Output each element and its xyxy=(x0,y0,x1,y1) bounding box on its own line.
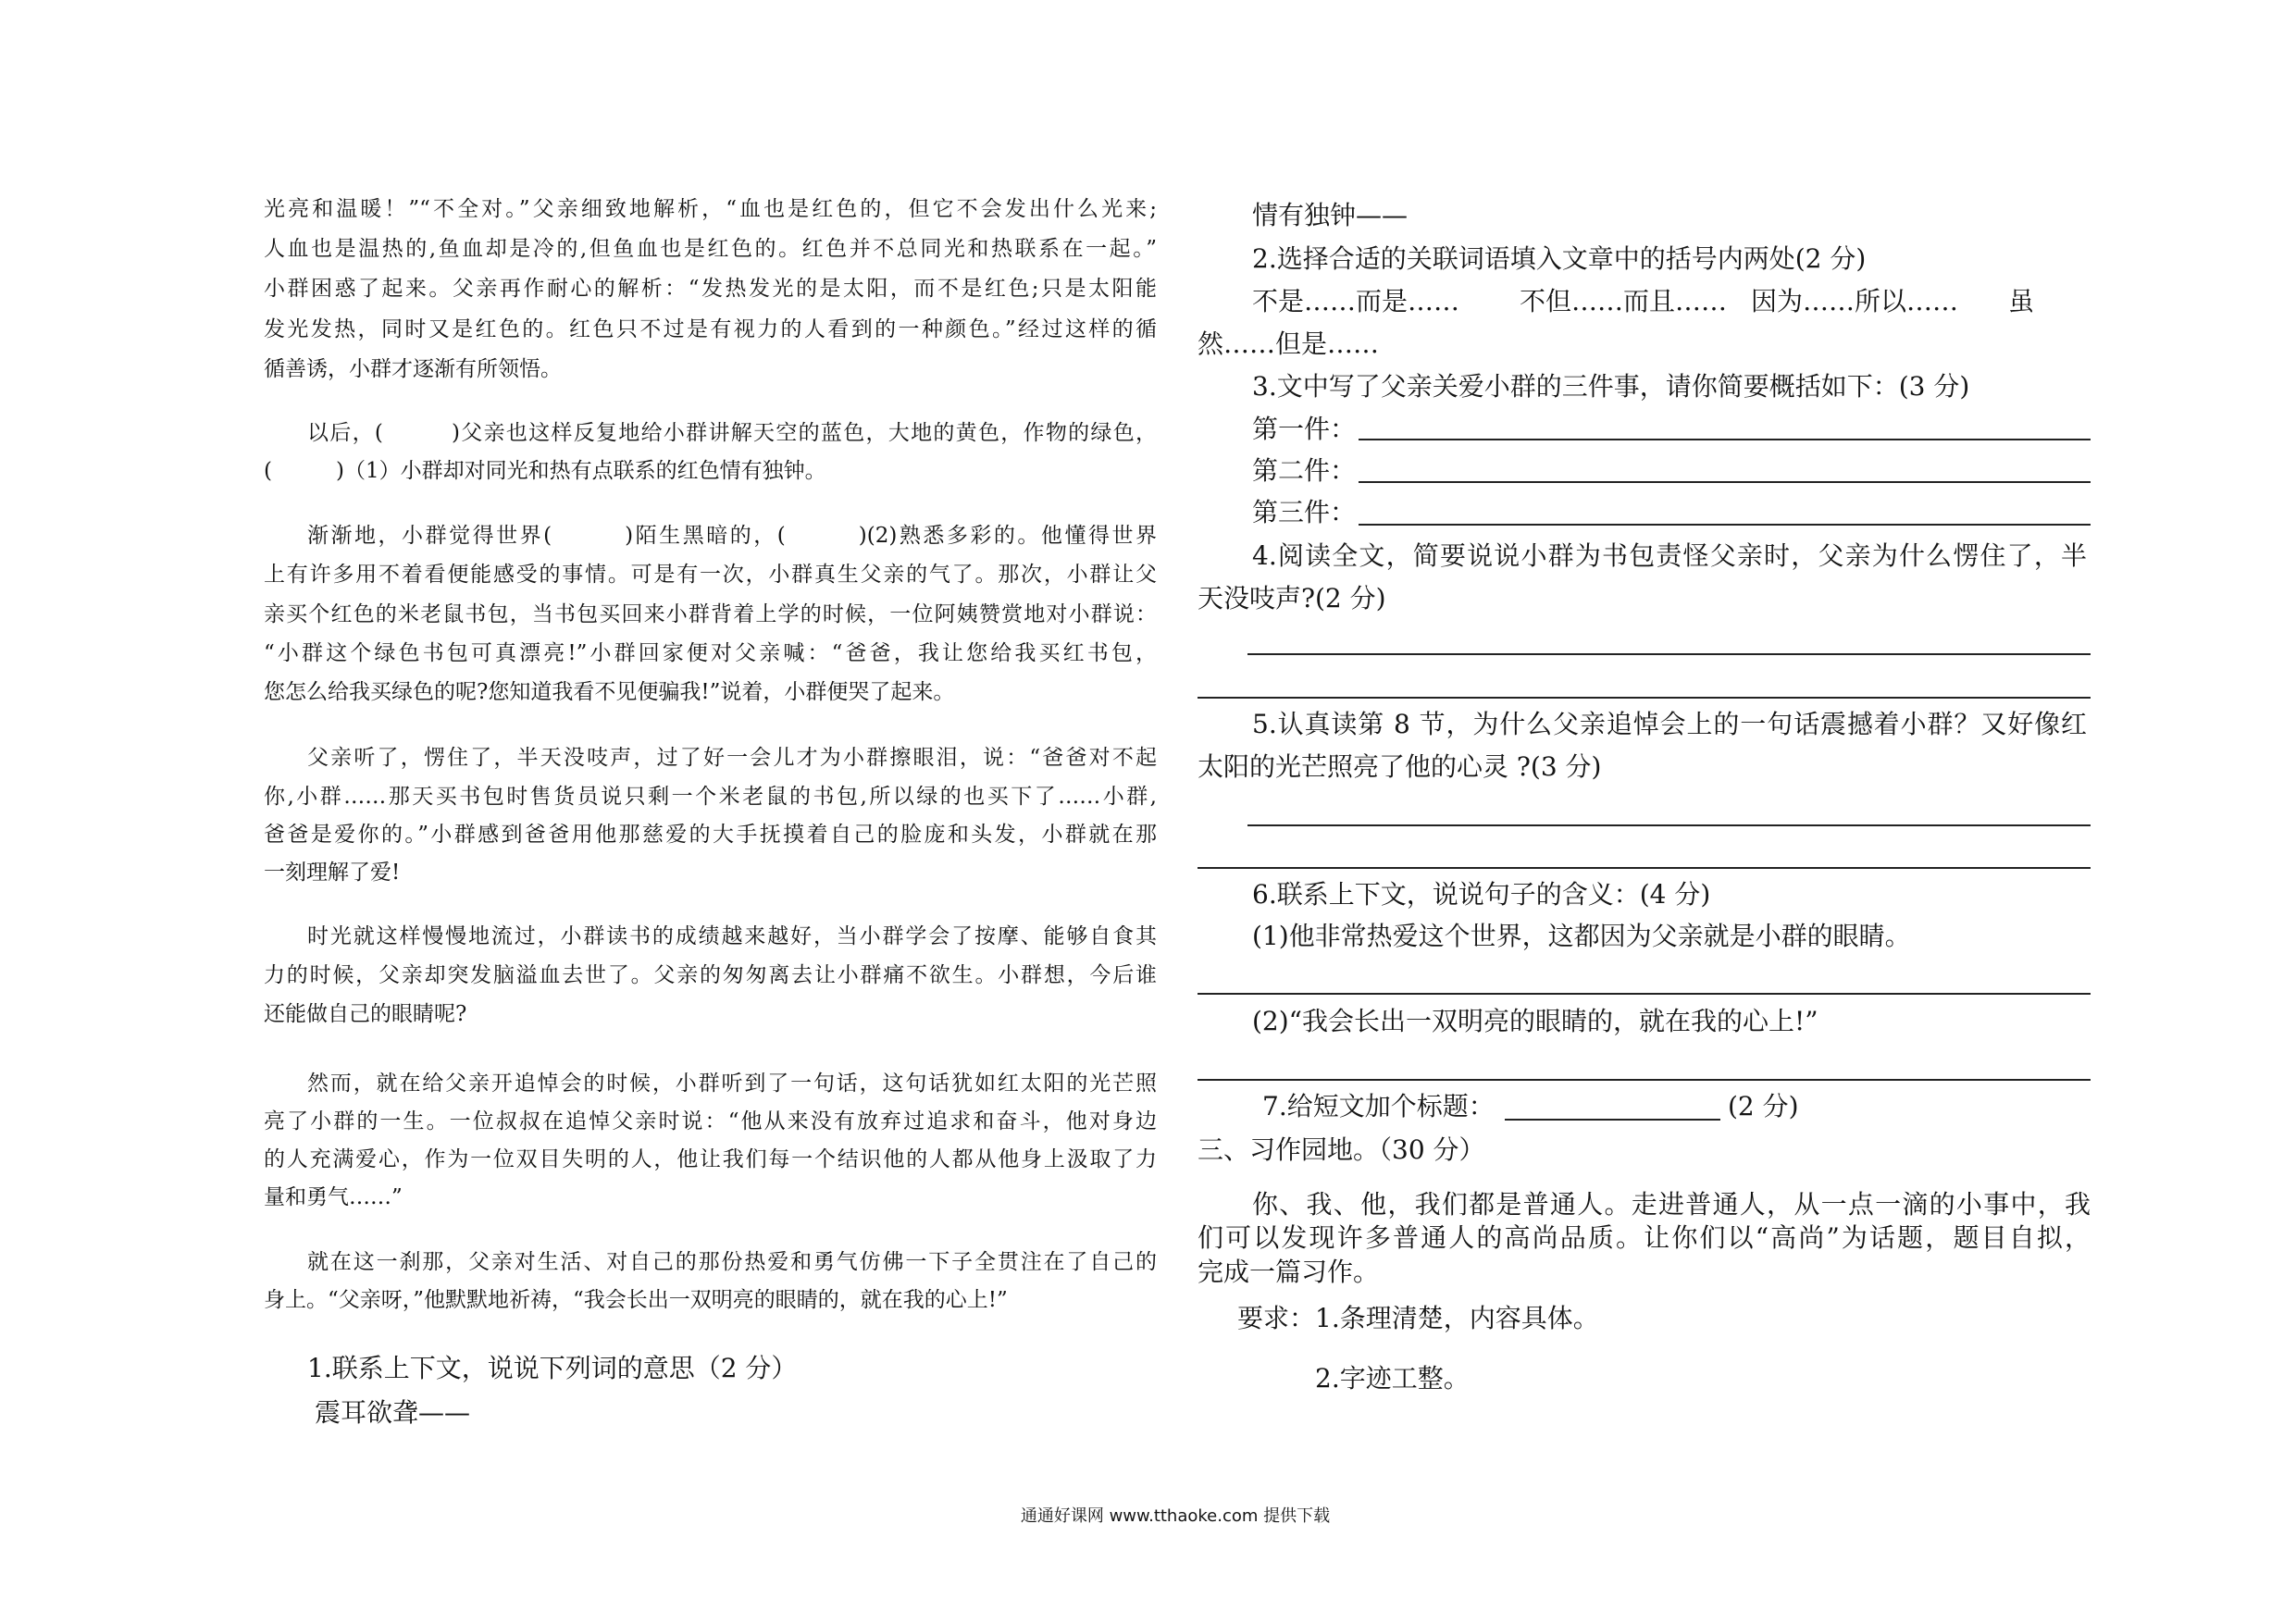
answer-line xyxy=(1359,439,2091,440)
answer-line xyxy=(1359,481,2091,483)
answer-line xyxy=(1198,1079,2091,1081)
passage-line: 量和勇气……” xyxy=(264,1185,403,1209)
passage-line: “小群这个绿色书包可真漂亮!”小群回家便对父亲喊：“爸爸，我让您给我买红书包， xyxy=(264,641,1157,665)
question-7-prompt: 7.给短文加个标题： xyxy=(1262,1091,1495,1121)
passage-line: 渐渐地，小群觉得世界( )陌生黑暗的，( )(2)熟悉多彩的。他懂得世界 xyxy=(307,524,1157,548)
passage-line: 然而，就在给父亲开追悼会的时候，小群听到了一句话，这句话犹如红太阳的光芒照 xyxy=(307,1072,1157,1096)
question-6-sub-2: (2)“我会长出一双明亮的眼睛的，就在我的心上!” xyxy=(1252,1006,1818,1036)
question-2-option: 不是……而是…… xyxy=(1252,286,1460,316)
question-2-prompt: 2.选择合适的关联词语填入文章中的括号内两处(2 分) xyxy=(1252,243,1867,274)
question-4-prompt: 4.阅读全文，简要说说小群为书包责怪父亲时，父亲为什么愣住了，半 xyxy=(1252,540,2087,571)
composition-requirement: 要求：1.条理清楚，内容具体。 xyxy=(1237,1303,1599,1333)
passage-line: 就在这一刹那，父亲对生活、对自己的那份热爱和勇气仿佛一下子全贯注在了自己的 xyxy=(307,1250,1157,1274)
question-6-prompt: 6.联系上下文，说说句子的含义：(4 分) xyxy=(1252,879,1711,910)
passage-line: 发光发热，同时又是红色的。红色只不过是有视力的人看到的一种颜色。”经过这样的循 xyxy=(264,317,1157,341)
passage-line: 您怎么给我买绿色的呢?您知道我看不见便骗我!”说着，小群便哭了起来。 xyxy=(264,680,955,704)
composition-title: 三、习作园地。（30 分） xyxy=(1198,1134,1485,1165)
question-3-item-label: 第二件： xyxy=(1252,455,1357,486)
page-footer: 通通好课网 www.tthaoke.com 提供下载 xyxy=(1020,1506,1331,1526)
passage-line: 以后，( )父亲也这样反复地给小群讲解天空的蓝色，大地的黄色，作物的绿色， xyxy=(307,421,1157,445)
question-3-prompt: 3.文中写了父亲关爱小群的三件事，请你简要概括如下：(3 分) xyxy=(1252,371,1970,402)
composition-requirement: 2.字迹工整。 xyxy=(1315,1363,1470,1394)
passage-line: 一刻理解了爱! xyxy=(264,861,401,885)
question-6-sub-1: (1)他非常热爱这个世界，这都因为父亲就是小群的眼睛。 xyxy=(1252,921,1911,951)
answer-line xyxy=(1198,993,2091,995)
passage-line: 小群困惑了起来。父亲再作耐心的解析：“发热发光的是太阳，而不是红色;只是太阳能 xyxy=(264,277,1157,301)
question-4-prompt-cont: 天没吱声?(2 分) xyxy=(1198,583,1386,613)
passage-line: 亲买个红色的米老鼠书包，当书包买回来小群背着上学的时候，一位阿姨赞赏地对小群说： xyxy=(264,602,1157,626)
passage-line: 人血也是温热的,鱼血却是冷的,但鱼血也是红色的。红色并不总同光和热联系在一起。” xyxy=(264,237,1157,261)
passage-line: 时光就这样慢慢地流过，小群读书的成绩越来越好，当小群学会了按摩、能够自食其 xyxy=(307,924,1157,948)
passage-line: 爸爸是爱你的。”小群感到爸爸用他那慈爱的大手抚摸着自己的脸庞和头发，小群就在那 xyxy=(264,823,1157,847)
passage-line: 亮了小群的一生。一位叔叔在追悼父亲时说：“他从来没有放弃过追求和奋斗，他对身边 xyxy=(264,1109,1157,1134)
passage-line: 身上。“父亲呀，”他默默地祈祷，“我会长出一双明亮的眼睛的，就在我的心上!” xyxy=(264,1288,1008,1312)
answer-line xyxy=(1359,524,2091,526)
passage-line: 光亮和温暖！”“不全对。”父亲细致地解析，“血也是红色的，但它不会发出什么光来; xyxy=(264,197,1157,221)
question-3-item-label: 第三件： xyxy=(1252,497,1357,527)
passage-line: 力的时候，父亲却突发脑溢血去世了。父亲的匆匆离去让小群痛不欲生。小群想，今后谁 xyxy=(264,963,1157,987)
composition-line: 们可以发现许多普通人的高尚品质。让你们以“高尚”为话题，题目自拟， xyxy=(1198,1222,2091,1253)
passage-line: 父亲听了，愣住了，半天没吱声，过了好一会儿才为小群擦眼泪，说：“爸爸对不起 xyxy=(307,746,1157,770)
passage-line: 你,小群……那天买书包时售货员说只剩一个米老鼠的书包,所以绿的也买下了……小群, xyxy=(264,785,1157,809)
question-5-prompt: 5.认真读第 8 节，为什么父亲追悼会上的一句话震撼着小群？又好像红 xyxy=(1252,709,2087,739)
title-answer-line xyxy=(1505,1119,1720,1121)
question-2-option: 虽 xyxy=(2008,286,2035,316)
answer-line xyxy=(1198,867,2091,869)
question-2-option-wrap: 然……但是…… xyxy=(1198,328,1380,359)
passage-line: 循善诱，小群才逐渐有所领悟。 xyxy=(264,357,562,381)
question-7-score: (2 分) xyxy=(1728,1091,1799,1121)
passage-line: 还能做自己的眼睛呢? xyxy=(264,1002,467,1026)
answer-line xyxy=(1198,697,2091,699)
answer-line xyxy=(1247,653,2091,655)
question-1-word-1: 震耳欲聋—— xyxy=(315,1397,471,1428)
question-5-prompt-cont: 太阳的光芒照亮了他的心灵 ?(3 分) xyxy=(1198,751,1602,782)
composition-line: 你、我、他，我们都是普通人。走进普通人，从一点一滴的小事中，我 xyxy=(1252,1189,2091,1220)
passage-line: 的人充满爱心，作为一位双目失明的人，他让我们每一个结识他的人都从他身上汲取了力 xyxy=(264,1147,1157,1171)
question-1-word-2: 情有独钟—— xyxy=(1252,200,1409,230)
question-3-item-label: 第一件： xyxy=(1252,414,1357,444)
question-1-prompt: 1.联系上下文，说说下列词的意思（2 分） xyxy=(307,1353,798,1383)
answer-line xyxy=(1247,824,2091,826)
passage-line: ( )（1）小群却对同光和热有点联系的红色情有独钟。 xyxy=(264,459,826,483)
question-2-option: 因为……所以…… xyxy=(1751,286,1959,316)
question-2-option: 不但……而且…… xyxy=(1520,286,1728,316)
composition-line: 完成一篇习作。 xyxy=(1198,1257,1380,1287)
passage-line: 上有许多用不着看便能感受的事情。可是有一次，小群真生父亲的气了。那次，小群让父 xyxy=(264,563,1157,587)
